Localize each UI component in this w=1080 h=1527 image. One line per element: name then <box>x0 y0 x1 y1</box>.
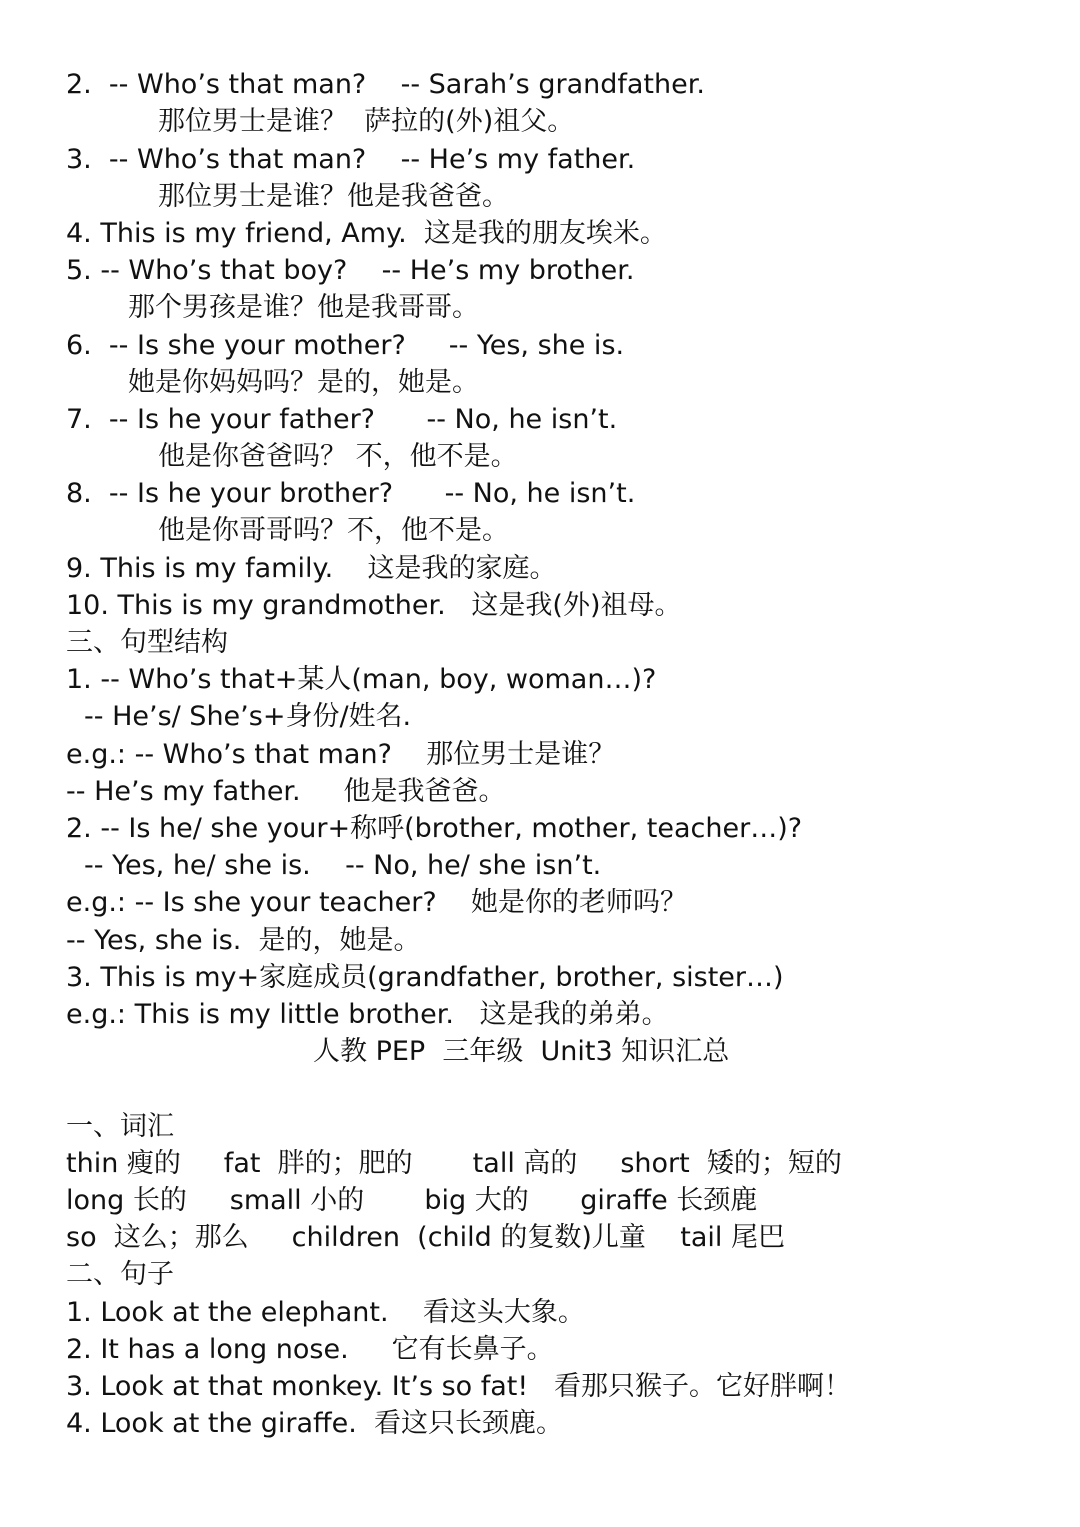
sentence-line: 10. This is my grandmother. 这是我(外)祖母。 <box>66 590 682 621</box>
sentence-line: 3. Look at that monkey. It’s so fat! 看那只猴子。它好胖啊！ <box>66 1371 851 1402</box>
sentence-line: 4. Look at the giraffe. 看这只长颈鹿。 <box>66 1408 564 1439</box>
section-heading-structure: 三、句型结构 <box>66 627 228 658</box>
structure-line: 1. -- Who’s that+某人(man, boy, woman…)? <box>66 664 657 695</box>
sentence-line: 1. Look at the elephant. 看这头大象。 <box>66 1297 585 1328</box>
sentence-line: 2. -- Who’s that man? -- Sarah’s grandfather. <box>66 69 705 100</box>
section-heading-vocab: 一、词汇 <box>66 1111 174 1142</box>
example-line: e.g.: -- Is she your teacher? 她是你的老师吗？ <box>66 887 688 918</box>
structure-line: -- He’s/ She’s+身份/姓名. <box>84 701 412 732</box>
example-line: -- He’s my father. 他是我爸爸。 <box>66 776 506 807</box>
translation-line: 她是你妈妈吗？是的，她是。 <box>128 367 479 398</box>
sentence-line: 8. -- Is he your brother? -- No, he isn’t. <box>66 478 636 509</box>
example-line: e.g.: -- Who’s that man? 那位男士是谁？ <box>66 739 616 770</box>
sentence-line: 5. -- Who’s that boy? -- He’s my brother. <box>66 255 635 286</box>
section-heading-sentences: 二、句子 <box>66 1259 174 1290</box>
sentence-line: 7. -- Is he your father? -- No, he isn’t. <box>66 404 618 435</box>
sentence-line: 6. -- Is she your mother? -- Yes, she is. <box>66 330 625 361</box>
example-line: -- Yes, she is. 是的，她是。 <box>66 925 421 956</box>
translation-line: 那位男士是谁？ 萨拉的(外)祖父。 <box>158 106 575 137</box>
vocab-line: long 长的 small 小的 big 大的 giraffe 长颈鹿 <box>66 1185 758 1216</box>
translation-line: 那位男士是谁？他是我爸爸。 <box>158 181 509 212</box>
translation-line: 他是你爸爸吗？ 不，他不是。 <box>158 441 518 472</box>
structure-line: 2. -- Is he/ she your+称呼(brother, mother, teacher…)? <box>66 813 803 844</box>
sentence-line: 3. -- Who’s that man? -- He’s my father. <box>66 144 636 175</box>
vocab-line: thin 瘦的 fat 胖的；肥的 tall 高的 short 矮的；短的 <box>66 1148 842 1179</box>
sentence-line: 9. This is my family. 这是我的家庭。 <box>66 553 557 584</box>
vocab-line: so 这么；那么 children (child 的复数)儿童 tail 尾巴 <box>66 1222 785 1253</box>
structure-line: 3. This is my+家庭成员(grandfather, brother, sister…) <box>66 962 784 993</box>
structure-line: -- Yes, he/ she is. -- No, he/ she isn’t. <box>84 850 602 881</box>
sentence-line: 4. This is my friend, Amy. 这是我的朋友埃米。 <box>66 218 667 249</box>
example-line: e.g.: This is my little brother. 这是我的弟弟。 <box>66 999 669 1030</box>
translation-line: 那个男孩是谁？他是我哥哥。 <box>128 292 479 323</box>
sentence-line: 2. It has a long nose. 它有长鼻子。 <box>66 1334 554 1365</box>
translation-line: 他是你哥哥吗？不，他不是。 <box>158 515 509 546</box>
unit-title: 人教 PEP 三年级 Unit3 知识汇总 <box>313 1036 730 1067</box>
